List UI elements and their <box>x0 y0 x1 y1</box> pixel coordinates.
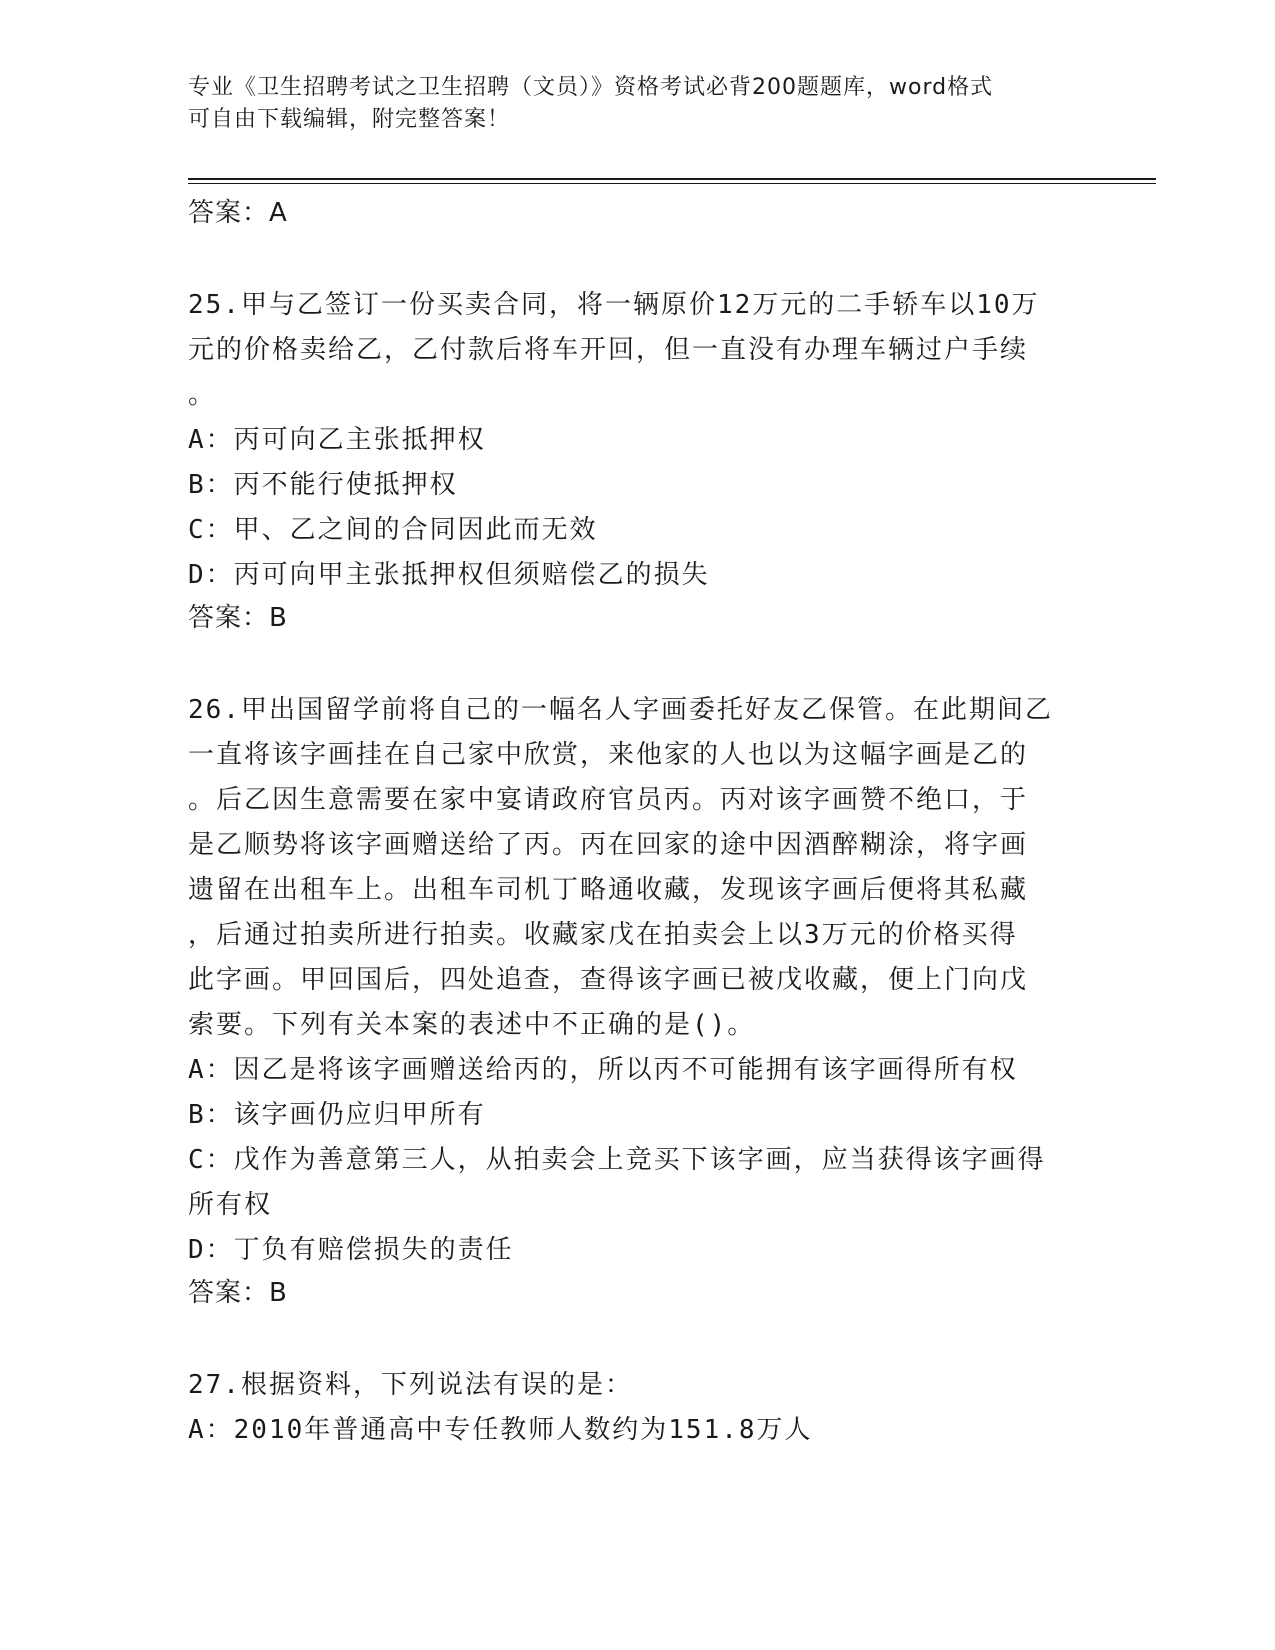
answer-option <box>188 463 1088 508</box>
header-line: 专业《卫生招聘考试之卫生招聘（文员）》资格考试必背200题题库，word格式 <box>188 75 994 100</box>
question-text-line: 此字画。甲回国后，四处追查，查得该字画已被戊收藏，便上门向戊 <box>188 965 1029 995</box>
option-text-line: D：丙可向甲主张抵押权但须赔偿乙的损失 <box>188 560 710 590</box>
question-text-line: 26.甲出国留学前将自己的一幅名人字画委托好友乙保管。在此期间乙 <box>188 695 1053 725</box>
question-block <box>188 688 1088 1313</box>
question-text-line: 索要。下列有关本案的表述中不正确的是()。 <box>188 1010 756 1040</box>
questions-container <box>188 283 1088 1453</box>
question-text-line: 遗留在出租车上。出租车司机丁略通收藏，发现该字画后便将其私藏 <box>188 875 1029 905</box>
answer-option <box>188 1408 1088 1453</box>
question-answer: 答案：B <box>188 1278 288 1308</box>
option-text-line: A：2010年普通高中专任教师人数约为151.8万人 <box>188 1415 813 1445</box>
answer-option <box>188 1093 1088 1138</box>
option-text-line: C：戊作为善意第三人，从拍卖会上竞买下该字画，应当获得该字画得 <box>188 1145 1046 1175</box>
question-stem <box>188 1363 1088 1408</box>
question-text-line: ，后通过拍卖所进行拍卖。收藏家戊在拍卖会上以3万元的价格买得 <box>188 920 1018 950</box>
option-text-line: B：该字画仍应归甲所有 <box>188 1100 486 1130</box>
answer-option <box>188 1138 1088 1228</box>
option-text-line: 所有权 <box>188 1190 273 1220</box>
previous-answer: 答案：A <box>188 198 288 228</box>
question-text-line: 27.根据资料，下列说法有误的是： <box>188 1370 633 1400</box>
question-stem <box>188 283 1088 418</box>
option-text-line: A：丙可向乙主张抵押权 <box>188 425 486 455</box>
question-text-line: 。后乙因生意需要在家中宴请政府官员丙。丙对该字画赞不绝口，于 <box>188 785 1029 815</box>
question-block <box>188 1363 1088 1453</box>
question-text-line: 是乙顺势将该字画赠送给了丙。丙在回家的途中因酒醉糊涂，将字画 <box>188 830 1029 860</box>
answer-option <box>188 1048 1088 1093</box>
option-text-line: A：因乙是将该字画赠送给丙的，所以丙不可能拥有该字画得所有权 <box>188 1055 1018 1085</box>
page-header <box>188 72 1068 136</box>
question-text-line: 元的价格卖给乙，乙付款后将车开回，但一直没有办理车辆过户手续 <box>188 335 1029 365</box>
question-list <box>188 193 1088 1453</box>
question-stem <box>188 688 1088 1048</box>
option-text-line: C：甲、乙之间的合同因此而无效 <box>188 515 598 545</box>
option-text-line: D：丁负有赔偿损失的责任 <box>188 1235 514 1265</box>
question-text-line: 一直将该字画挂在自己家中欣赏，来他家的人也以为这幅字画是乙的 <box>188 740 1029 770</box>
header-rule-thick <box>188 178 1156 180</box>
header-rule-thin <box>188 183 1156 184</box>
answer-option <box>188 508 1088 553</box>
header-line: 可自由下载编辑，附完整答案！ <box>188 107 511 132</box>
question-answer: 答案：B <box>188 603 288 633</box>
question-block <box>188 283 1088 638</box>
question-text-line: 。 <box>188 380 217 410</box>
answer-option <box>188 1228 1088 1273</box>
answer-option <box>188 553 1088 598</box>
question-text-line: 25.甲与乙签订一份买卖合同，将一辆原价12万元的二手轿车以10万 <box>188 290 1040 320</box>
answer-option <box>188 418 1088 463</box>
option-text-line: B：丙不能行使抵押权 <box>188 470 458 500</box>
